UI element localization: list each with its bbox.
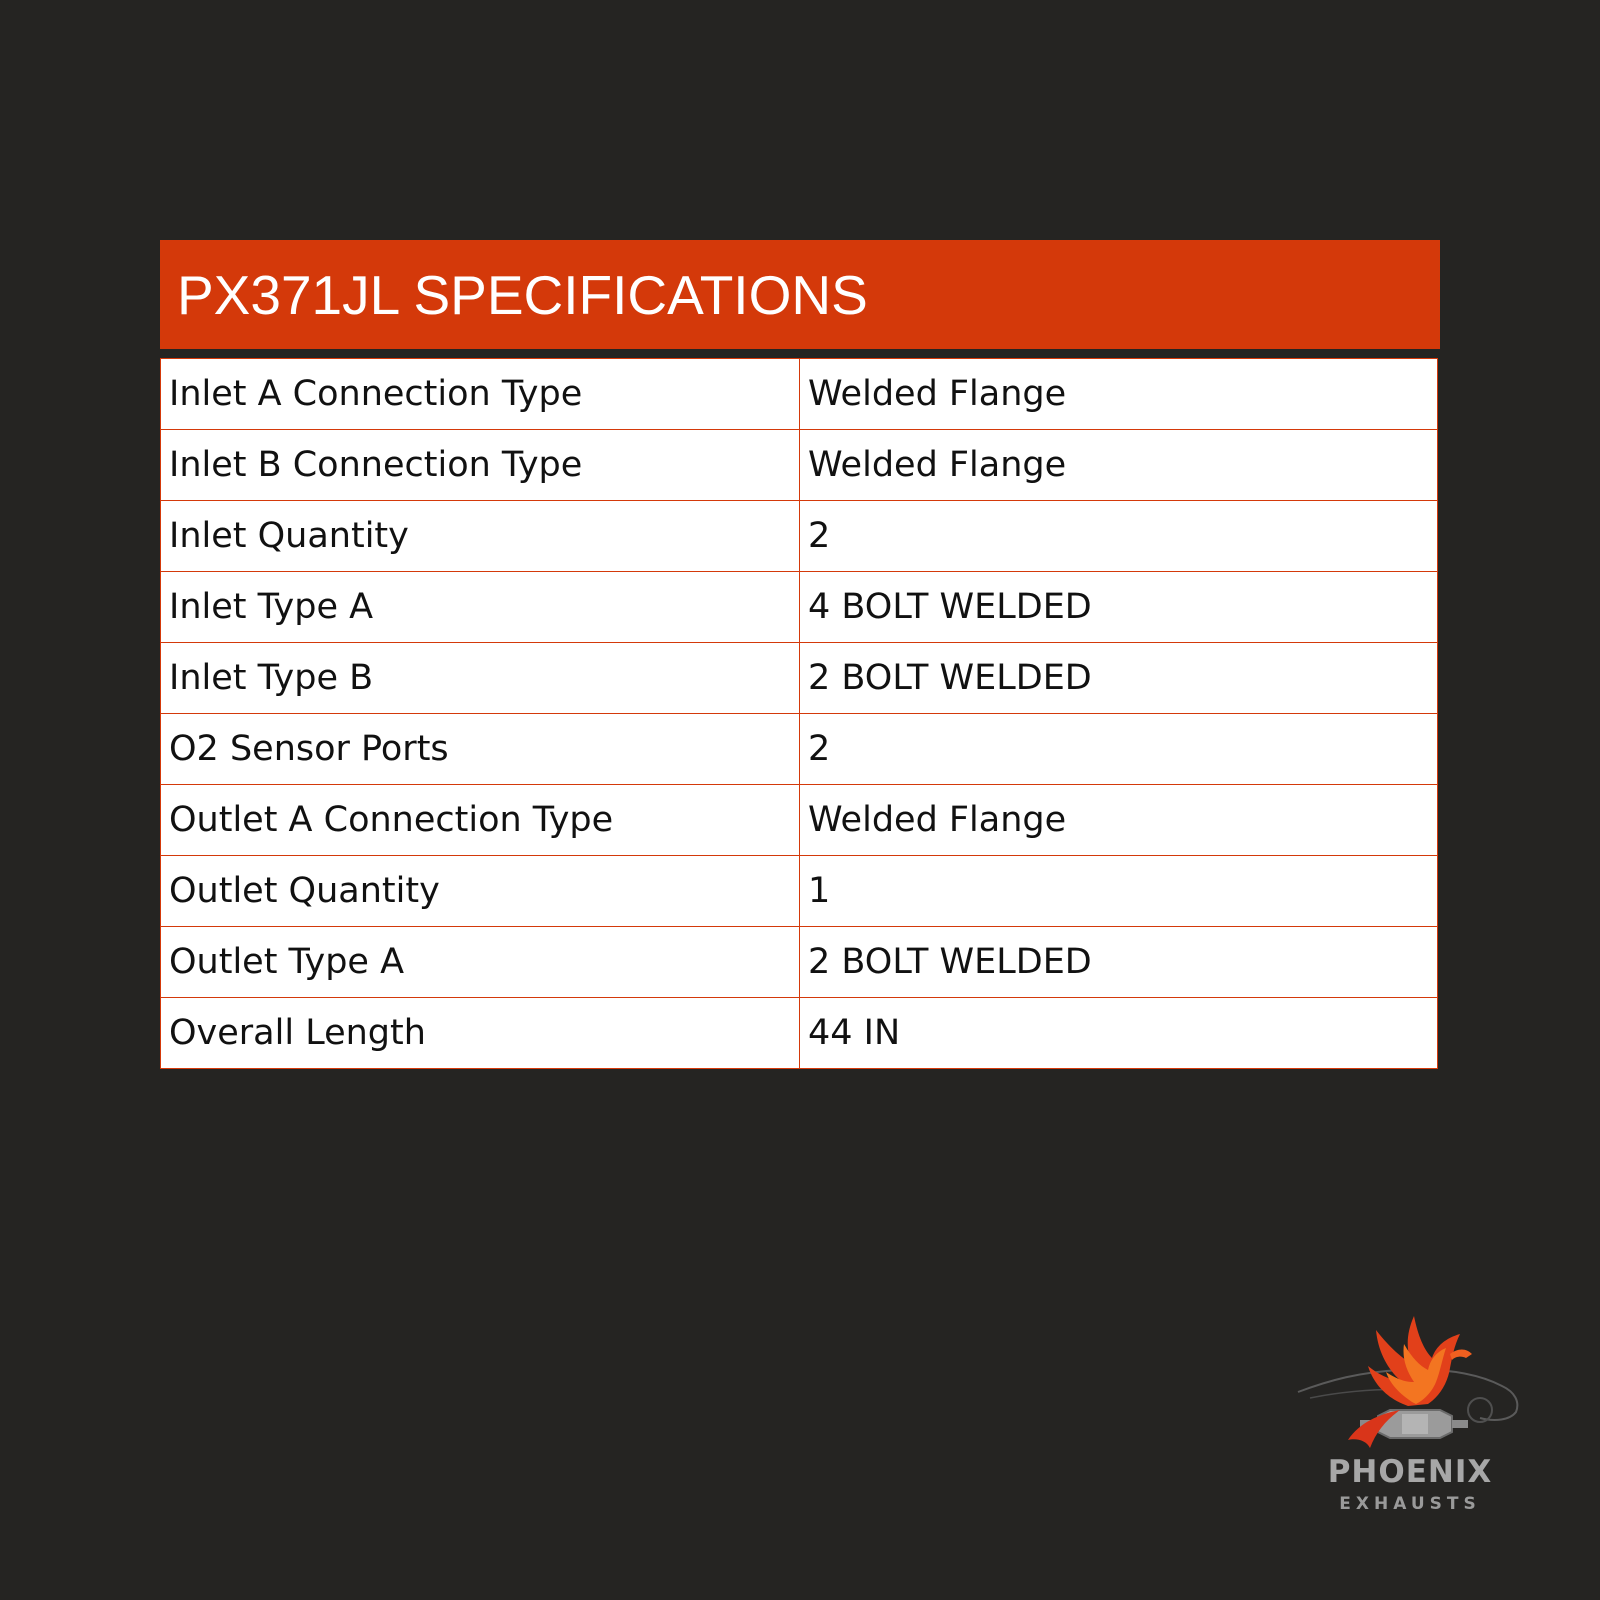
spec-label: Inlet B Connection Type bbox=[161, 430, 800, 501]
spec-value: Welded Flange bbox=[800, 785, 1438, 856]
spec-value: 44 IN bbox=[800, 998, 1438, 1069]
page-title: PX371JL SPECIFICATIONS bbox=[177, 264, 868, 326]
spec-label: O2 Sensor Ports bbox=[161, 714, 800, 785]
table-row bbox=[161, 359, 1438, 430]
table-row bbox=[161, 785, 1438, 856]
spec-value: Welded Flange bbox=[800, 430, 1438, 501]
brand-subtitle: EXHAUSTS bbox=[1339, 1494, 1481, 1514]
spec-label: Overall Length bbox=[161, 998, 800, 1069]
table-row bbox=[161, 927, 1438, 998]
table-row bbox=[161, 714, 1438, 785]
spec-value: 2 bbox=[800, 501, 1438, 572]
spec-label: Outlet A Connection Type bbox=[161, 785, 800, 856]
brand-name: PHOENIX bbox=[1327, 1454, 1493, 1490]
brand-logo bbox=[1290, 1310, 1530, 1520]
table-row bbox=[161, 501, 1438, 572]
spec-title-bar bbox=[160, 240, 1440, 349]
spec-value: Welded Flange bbox=[800, 359, 1438, 430]
table-row bbox=[161, 643, 1438, 714]
spec-value: 1 bbox=[800, 856, 1438, 927]
table-row bbox=[161, 998, 1438, 1069]
spec-label: Outlet Quantity bbox=[161, 856, 800, 927]
spec-label: Inlet Type B bbox=[161, 643, 800, 714]
spec-value: 2 BOLT WELDED bbox=[800, 927, 1438, 998]
table-row bbox=[161, 430, 1438, 501]
spec-table bbox=[160, 358, 1438, 1069]
spec-table-body bbox=[161, 359, 1438, 1069]
spec-label: Inlet Quantity bbox=[161, 501, 800, 572]
table-row bbox=[161, 856, 1438, 927]
spec-label: Inlet A Connection Type bbox=[161, 359, 800, 430]
phoenix-bird-icon bbox=[1290, 1310, 1530, 1460]
table-row bbox=[161, 572, 1438, 643]
spec-label: Outlet Type A bbox=[161, 927, 800, 998]
spec-label: Inlet Type A bbox=[161, 572, 800, 643]
spec-value: 4 BOLT WELDED bbox=[800, 572, 1438, 643]
spec-value: 2 bbox=[800, 714, 1438, 785]
spec-value: 2 BOLT WELDED bbox=[800, 643, 1438, 714]
